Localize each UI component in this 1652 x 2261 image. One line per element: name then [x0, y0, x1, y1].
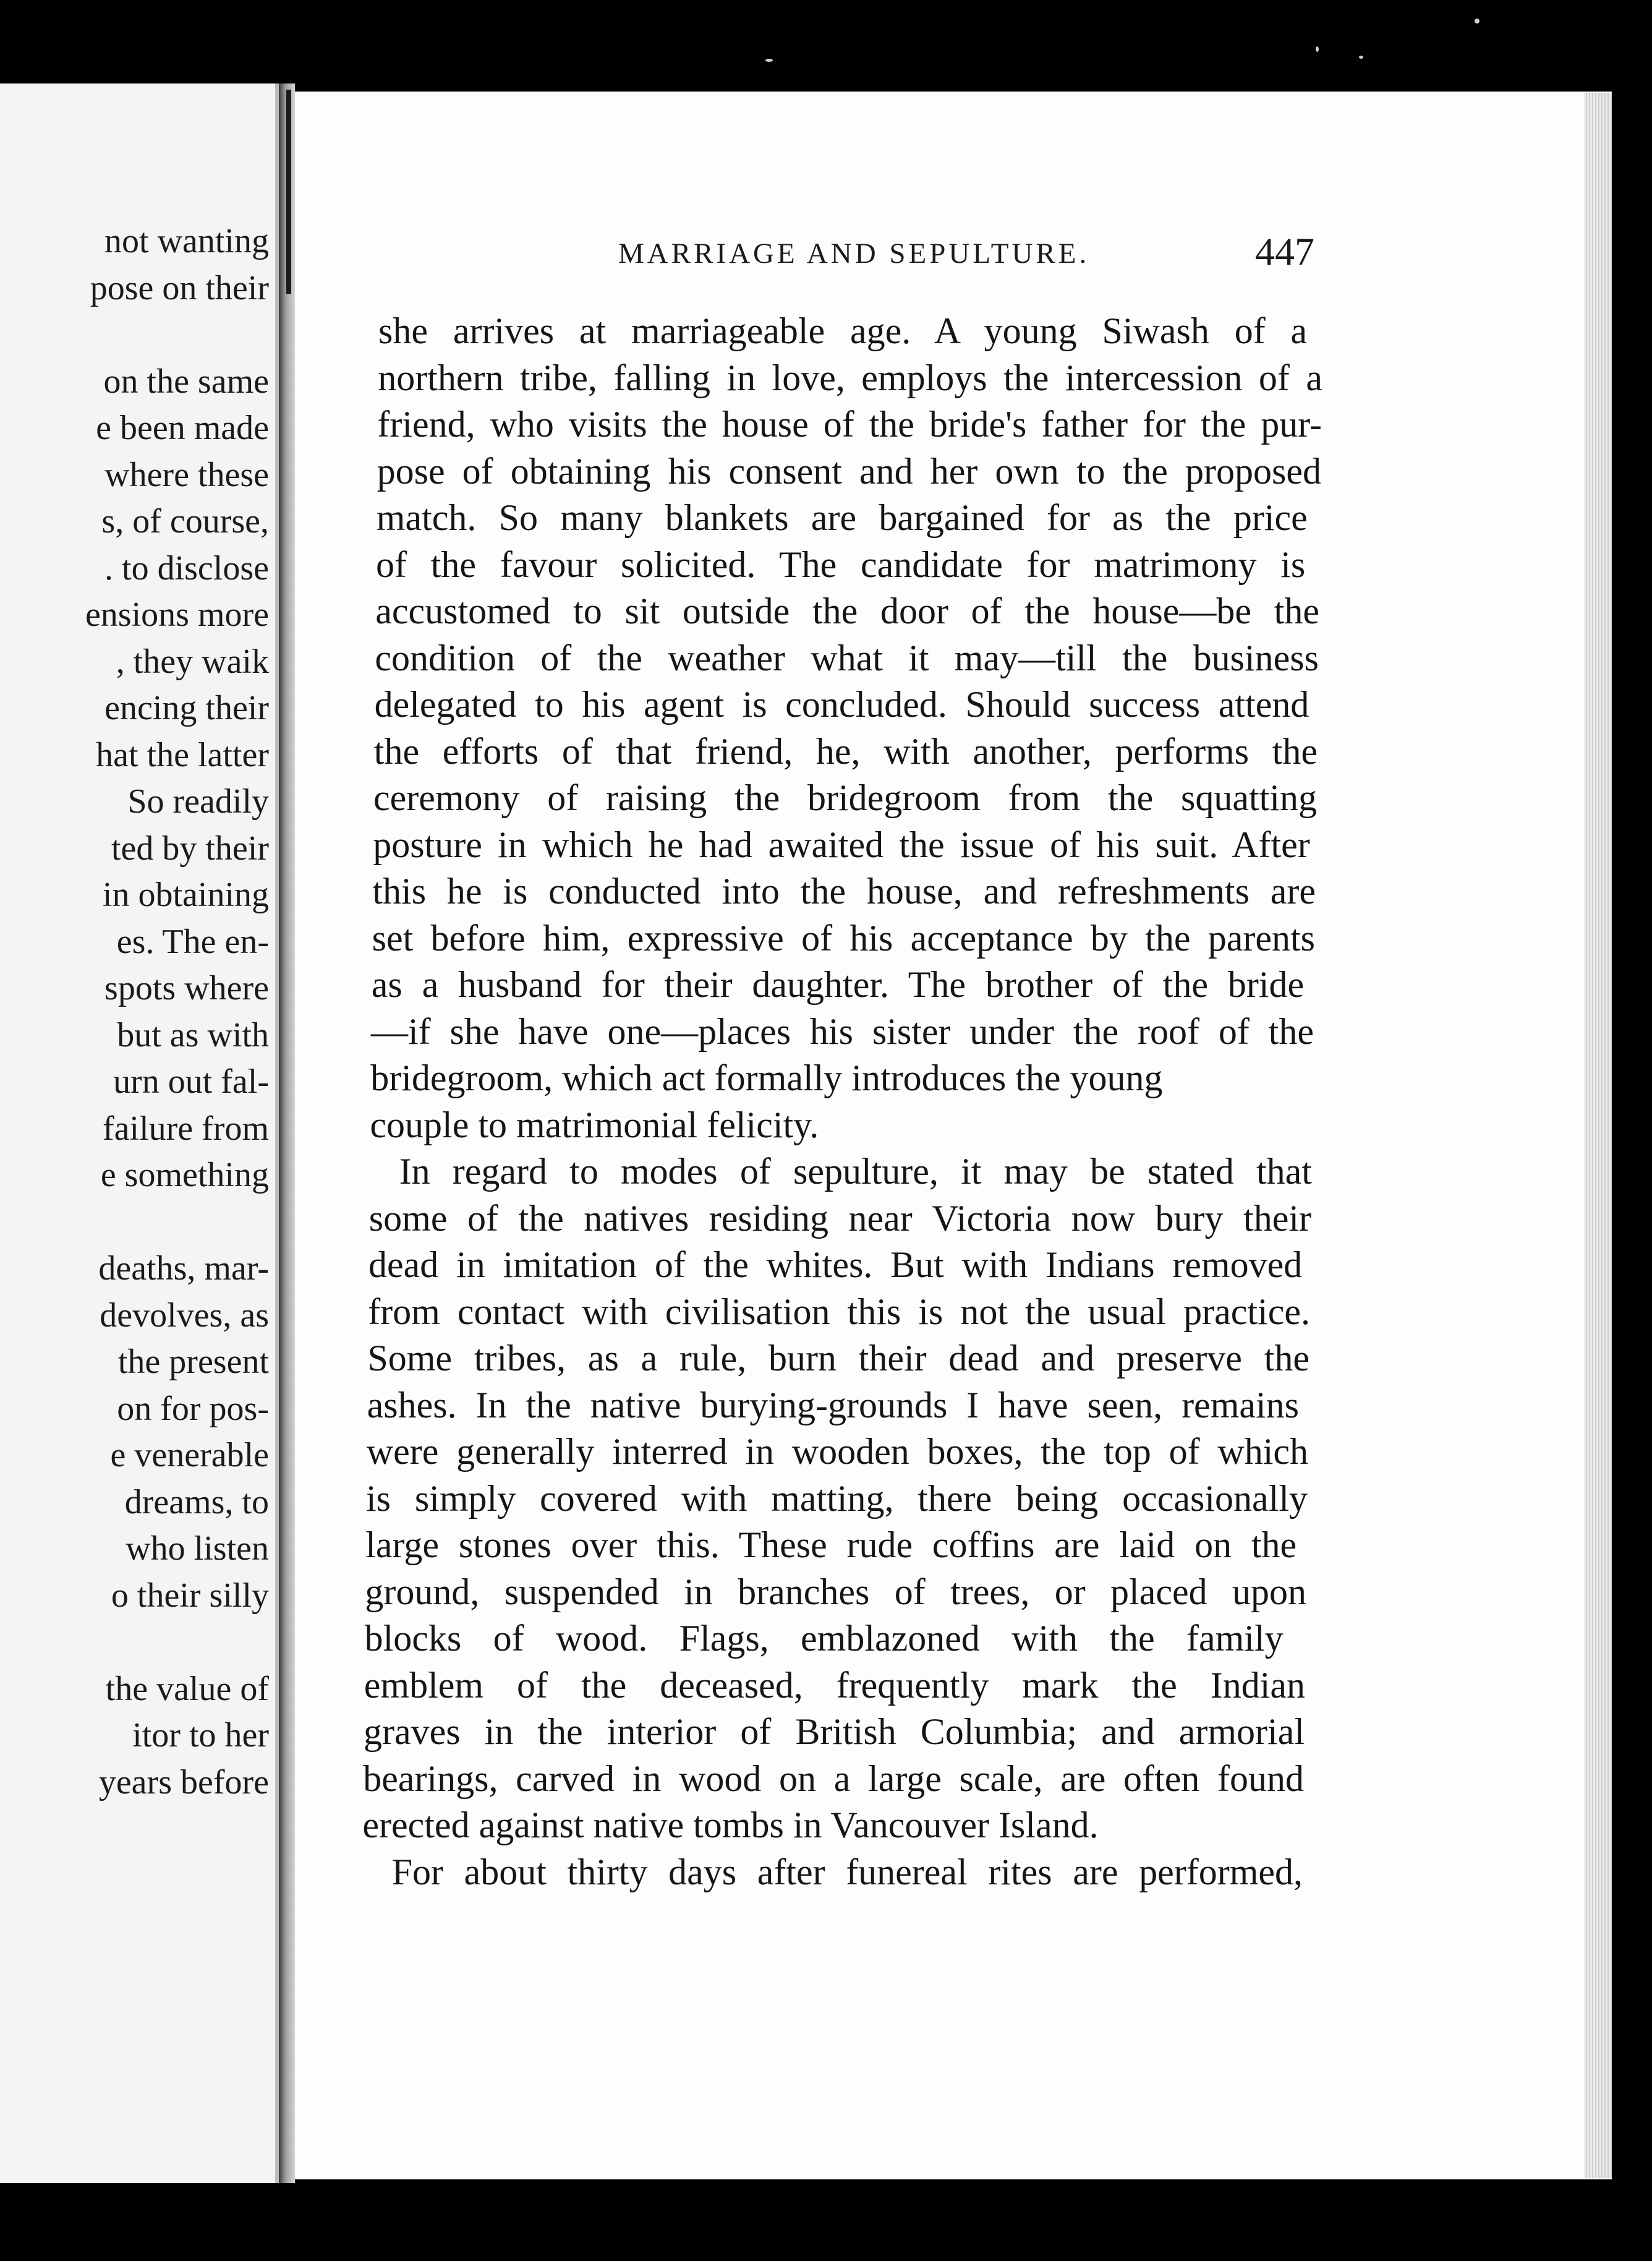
text-line: ashes. In the native burying-grounds I have seen, remains [367, 1384, 1300, 1425]
text-line: blocks of wood. Flags, emblazoned with the family [364, 1618, 1284, 1659]
text-line: condition of the weather what it may—till the business [375, 637, 1319, 678]
text-line: In regard to modes of sepulture, it may be stated that [399, 1151, 1312, 1192]
left-page-line: on the same [103, 362, 269, 401]
text-line: match. So many blankets are bargained for as the price [376, 497, 1308, 538]
left-page-line: encing their [104, 689, 269, 727]
left-page-line: the present [117, 1343, 269, 1381]
page-number: 447 [1255, 229, 1314, 273]
left-page-line: dreams, to [124, 1482, 269, 1521]
left-page-line: deaths, mar- [98, 1249, 269, 1288]
left-page-line: e something [100, 1156, 269, 1194]
left-page-line: So readily [127, 782, 269, 821]
text-line: dead in imitation of the whites. But with Indians removed [368, 1244, 1303, 1285]
text-line: of the favour solicited. The candidate for matrimony is [376, 544, 1306, 585]
text-line: couple to matrimonial felicity. [370, 1104, 819, 1145]
scan-speck [1475, 19, 1480, 24]
left-page-line: e been made [96, 409, 269, 447]
left-page-line: e venerable [110, 1436, 269, 1474]
text-line: erected against native tombs in Vancouver Island. [362, 1805, 1099, 1845]
left-facing-page [0, 83, 279, 2183]
text-line: —if she have one—places his sister under the roof of the [371, 1011, 1314, 1052]
left-page-line: ensions more [85, 596, 269, 634]
text-line: as a husband for their daughter. The brother of the bride [371, 964, 1305, 1005]
left-page-line: where these [104, 455, 269, 494]
left-page-line: on for pos- [117, 1389, 269, 1428]
left-page-line: pose on their [90, 268, 269, 307]
scan-speck [1316, 46, 1319, 52]
text-line: some of the natives residing near Victoria now bury their [368, 1197, 1311, 1239]
left-page-line: spots where [104, 969, 269, 1007]
gutter-shadow [286, 90, 291, 294]
text-line: set before him, expressive of his acceptance by the parents [372, 917, 1315, 959]
left-page-line: years before [98, 1763, 269, 1802]
text-line: the efforts of that friend, he, with another, performs the [373, 730, 1318, 772]
left-page-line: hat the latter [96, 735, 269, 774]
book-gutter [279, 83, 295, 2183]
left-page-line: ted by their [111, 829, 269, 868]
text-line: this he is conducted into the house, and refreshments are [372, 871, 1316, 912]
left-page-line: itor to her [132, 1716, 269, 1755]
text-line: Some tribes, as a rule, burn their dead and preserve the [367, 1338, 1309, 1378]
left-page-line: devolves, as [100, 1296, 269, 1335]
text-line: graves in the interior of British Columbia; and armorial [364, 1711, 1305, 1752]
left-page-line: . to disclose [104, 549, 269, 588]
text-line: were generally interred in wooden boxes, the top of which [366, 1431, 1308, 1472]
text-line: northern tribe, falling in love, employs the intercession of a [378, 357, 1322, 398]
text-line: she arrives at marriageable age. A young Siwash of a [378, 310, 1308, 351]
text-line: For about thirty days after funereal rites are performed, [391, 1851, 1303, 1892]
left-page-line: not wanting [104, 222, 269, 260]
text-line: delegated to his agent is concluded. Should success attend [374, 684, 1309, 725]
text-line: friend, who visits the house of the bride's father for the pur- [377, 404, 1322, 445]
left-page-line: , they waik [116, 642, 269, 681]
left-page-line: in obtaining [102, 876, 269, 914]
page-edge [1584, 93, 1612, 2178]
text-line: accustomed to sit outside the door of the house—be the [375, 591, 1319, 631]
left-page-line: urn out fal- [113, 1062, 269, 1101]
scan-speck [765, 59, 773, 62]
text-line: posture in which he had awaited the issue of his suit. After [373, 824, 1310, 865]
text-line: emblem of the deceased, frequently mark the Indian [364, 1664, 1305, 1706]
text-line: from contact with civilisation this is not the usual practice. [368, 1291, 1310, 1332]
left-page-line: the value of [105, 1669, 269, 1708]
text-line: bearings, carved in wood on a large scale, are often found [363, 1758, 1304, 1799]
text-line: bridegroom, which act formally introduces the young [370, 1058, 1163, 1098]
left-page-line: s, of course, [101, 502, 269, 541]
left-page-line: who listen [126, 1529, 269, 1568]
text-line: is simply covered with matting, there being occasionally [366, 1477, 1308, 1519]
left-page-line: es. The en- [116, 922, 269, 961]
left-page-line: o their silly [111, 1576, 269, 1615]
left-page-line: failure from [103, 1109, 269, 1148]
text-line: ground, suspended in branches of trees, or placed upon [365, 1571, 1306, 1612]
scan-speck [1359, 56, 1363, 59]
text-line: large stones over this. These rude coffins are laid on the [365, 1524, 1297, 1565]
running-head: MARRIAGE AND SEPULTURE. [618, 237, 1090, 270]
text-line: ceremony of raising the bridegroom from the squatting [373, 777, 1317, 818]
text-line: pose of obtaining his consent and her own to the proposed [377, 450, 1321, 492]
left-page-line: but as with [117, 1015, 269, 1054]
